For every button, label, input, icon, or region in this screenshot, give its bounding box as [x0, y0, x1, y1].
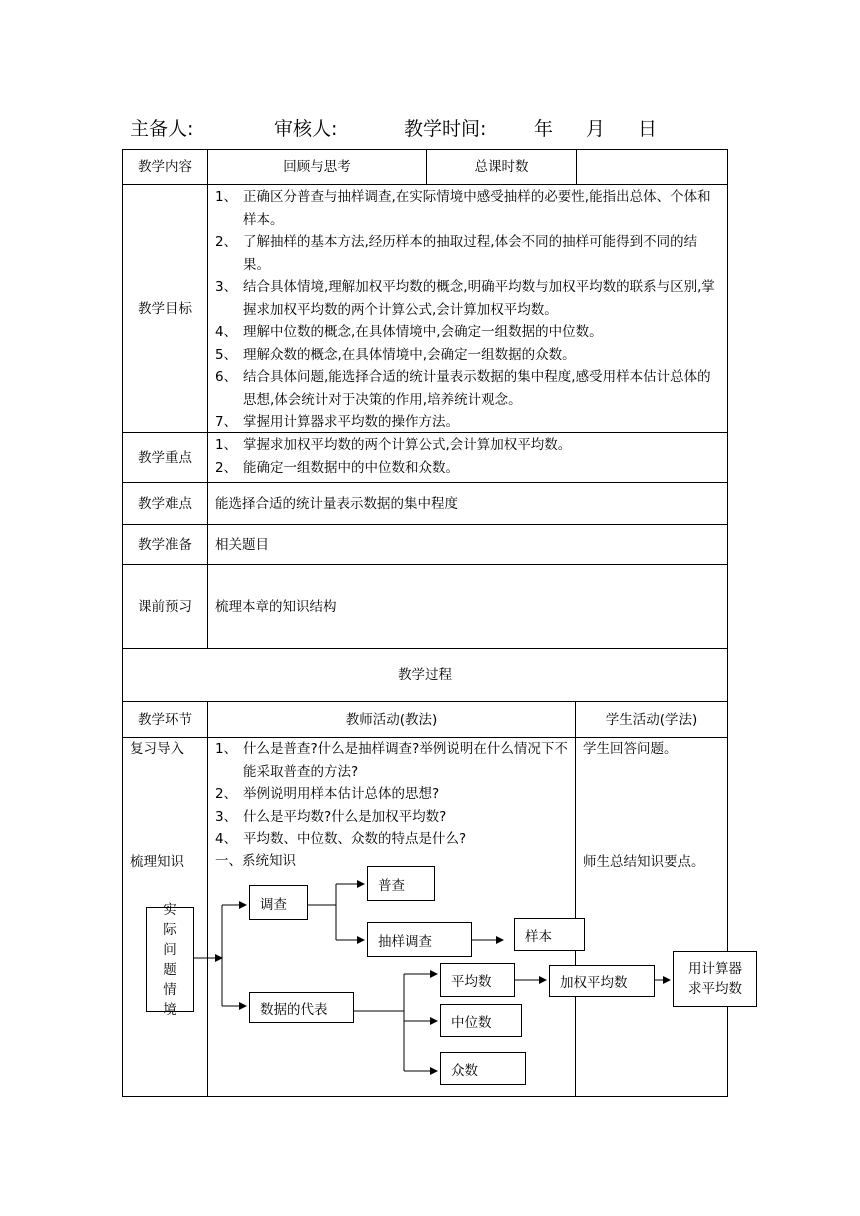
question-item: 4、 平均数、中位数、众数的特点是什么?	[215, 831, 467, 847]
diagram-weighted-mean: 加权平均数	[549, 965, 655, 997]
diagram-sampling-survey: 抽样调查	[367, 922, 472, 957]
diagram-root-real-problem: 实际问题情境	[146, 907, 194, 1012]
question-item: 1、 什么是普查?什么是抽样调查?举例说明在什么情况下不能采取普查的方法?	[215, 741, 568, 780]
content-value: 回顾与思考	[283, 159, 351, 175]
preparation-label: 教学准备	[138, 536, 192, 553]
content-label: 教学内容	[138, 159, 192, 175]
diagram-mode: 众数	[440, 1052, 526, 1085]
diagram-sample: 样本	[514, 918, 585, 951]
student-activity-organize: 师生总结知识要点。	[583, 854, 705, 870]
total-hours-label: 总课时数	[474, 159, 529, 175]
objective-item: 3、 结合具体情境,理解加权平均数的概念,明确平均数与加权平均数的联系与区别,掌握求加权平均数的两个计算公式,会计算加权平均数。	[215, 279, 715, 318]
objective-item: 4、 理解中位数的概念,在具体情境中,会确定一组数据的中位数。	[215, 324, 603, 340]
diagram-census: 普查	[367, 866, 435, 901]
teacher-activity-header: 教师活动(教法)	[345, 711, 438, 728]
preparation-value: 相关题目	[215, 536, 269, 553]
objective-item: 7、 掌握用计算器求平均数的操作方法。	[215, 414, 459, 430]
stage-header: 教学环节	[138, 711, 192, 728]
student-activity-header: 学生活动(学法)	[605, 711, 698, 728]
student-activity-review: 学生回答问题。	[583, 741, 678, 757]
year-label: 年	[534, 118, 554, 140]
preview-label: 课前预习	[138, 598, 192, 615]
objective-item: 6、 结合具体问题,能选择合适的统计量表示数据的集中程度,感受用样本估计总体的思想,体会统计对于决策的作用,培养统计观念。	[215, 369, 711, 408]
key-point-item: 2、 能确定一组数据中的中位数和众数。	[215, 459, 459, 476]
day-label: 日	[638, 118, 658, 140]
diagram-mean: 平均数	[440, 963, 515, 997]
objective-item: 5、 理解众数的概念,在具体情境中,会确定一组数据的众数。	[215, 346, 576, 363]
objective-item: 2、 了解抽样的基本方法,经历样本的抽取过程,体会不同的抽样可能得到不同的结果。	[215, 234, 698, 273]
question-item: 3、 什么是平均数?什么是加权平均数?	[215, 808, 447, 825]
system-knowledge-heading: 一、系统知识	[215, 853, 296, 869]
diagram-survey: 调查	[249, 885, 308, 920]
stage-review: 复习导入	[130, 741, 184, 757]
key-point-item: 1、 掌握求加权平均数的两个计算公式,会计算加权平均数。	[215, 437, 572, 453]
reviewer-label: 审核人:	[274, 118, 338, 140]
diagram-calculator-mean: 用计算器求平均数	[673, 951, 757, 1007]
objectives-label: 教学目标	[138, 300, 192, 317]
objective-item: 1、 正确区分普查与抽样调查,在实际情境中感受抽样的必要性,能指出总体、个体和样本。	[215, 189, 711, 228]
teaching-time-label: 教学时间:	[404, 118, 487, 140]
key-points-label: 教学重点	[138, 449, 192, 466]
question-item: 2、 举例说明用样本估计总体的思想?	[215, 786, 440, 802]
preview-value: 梳理本章的知识结构	[215, 598, 337, 615]
difficulty-label: 教学难点	[138, 495, 192, 512]
month-label: 月	[586, 118, 606, 140]
preparer-label: 主备人:	[130, 118, 194, 140]
diagram-data-representative: 数据的代表	[249, 992, 354, 1023]
diagram-median: 中位数	[440, 1004, 522, 1037]
stage-organize: 梳理知识	[130, 854, 184, 870]
difficulty-value: 能选择合适的统计量表示数据的集中程度	[215, 495, 458, 512]
process-title: 教学过程	[398, 667, 452, 683]
